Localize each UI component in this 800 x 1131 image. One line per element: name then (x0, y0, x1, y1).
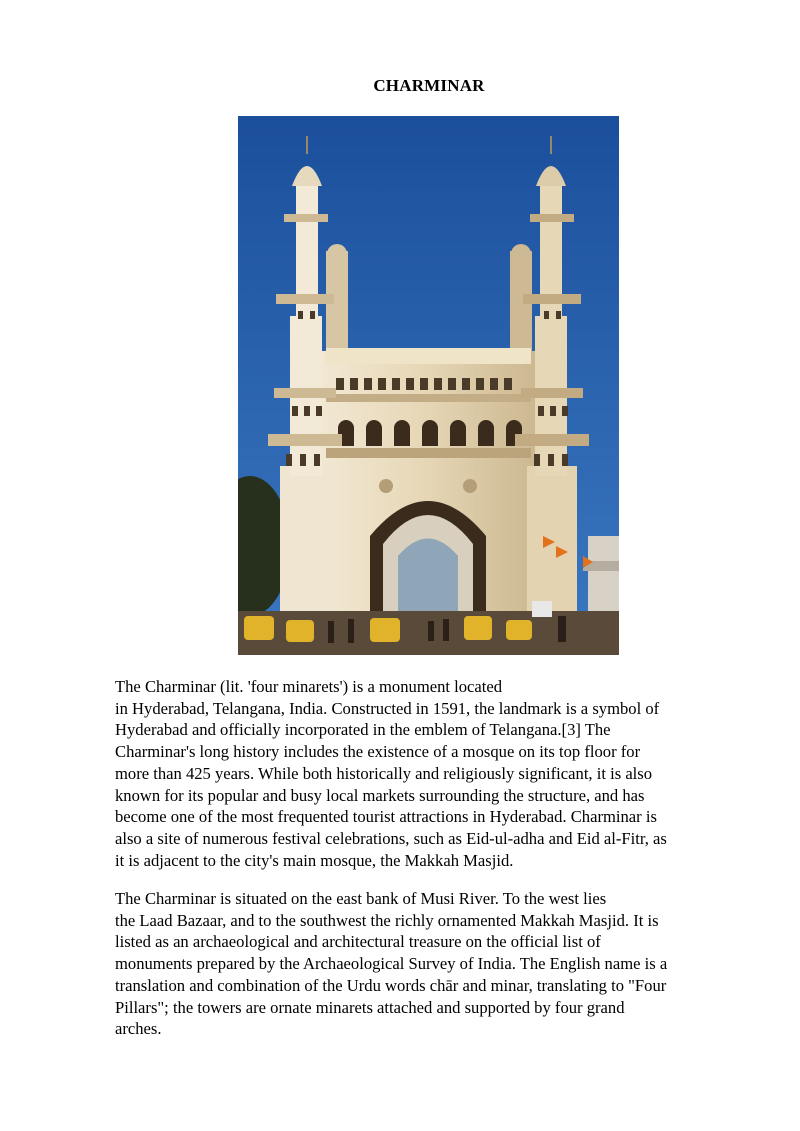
paragraph-line: Hyderabad and officially incorporated in the emblem of Telangana.[3] The (115, 720, 611, 740)
charminar-illustration (238, 116, 619, 655)
paragraph-2 (115, 888, 755, 1040)
paragraph-line: listed as an archaeological and architectural treasure on the official list of (115, 932, 601, 952)
paragraph-line: translation and combination of the Urdu words chār and minar, translating to "Four (115, 975, 667, 995)
charminar-photo (238, 116, 619, 655)
paragraph-line: The Charminar is situated on the east bank of Musi River. To the west lies (115, 889, 607, 908)
paragraph-line: it is adjacent to the city's main mosque, the Makkah Masjid. (115, 850, 514, 870)
paragraph-line: Charminar's long history includes the existence of a mosque on its top floor for (115, 742, 641, 762)
paragraph-line: more than 425 years. While both historically and religiously significant, it is also (115, 763, 653, 783)
paragraph-line: known for its popular and busy local markets surrounding the structure, and has (115, 785, 645, 805)
paragraph-line: The Charminar (lit. 'four minarets') is a monument located (115, 677, 503, 696)
paragraph-line: the Laad Bazaar, and to the southwest the richly ornamented Makkah Masjid. It is (115, 910, 659, 930)
paragraph-line: also a site of numerous festival celebrations, such as Eid-ul-adha and Eid al-Fitr, as (115, 828, 667, 848)
paragraph-line: become one of the most frequented tourist attractions in Hyderabad. Charminar is (115, 807, 657, 827)
paragraph-line: monuments prepared by the Archaeological Survey of India. The English name is a (115, 954, 668, 974)
paragraph-line: Pillars"; the towers are ornate minarets attached and supported by four grand (115, 997, 625, 1017)
page-title: CHARMINAR (373, 76, 485, 95)
paragraph-1 (115, 676, 755, 871)
paragraph-line: in Hyderabad, Telangana, India. Constructed in 1591, the landmark is a symbol of (115, 698, 660, 718)
paragraph-line: arches. (115, 1019, 162, 1039)
